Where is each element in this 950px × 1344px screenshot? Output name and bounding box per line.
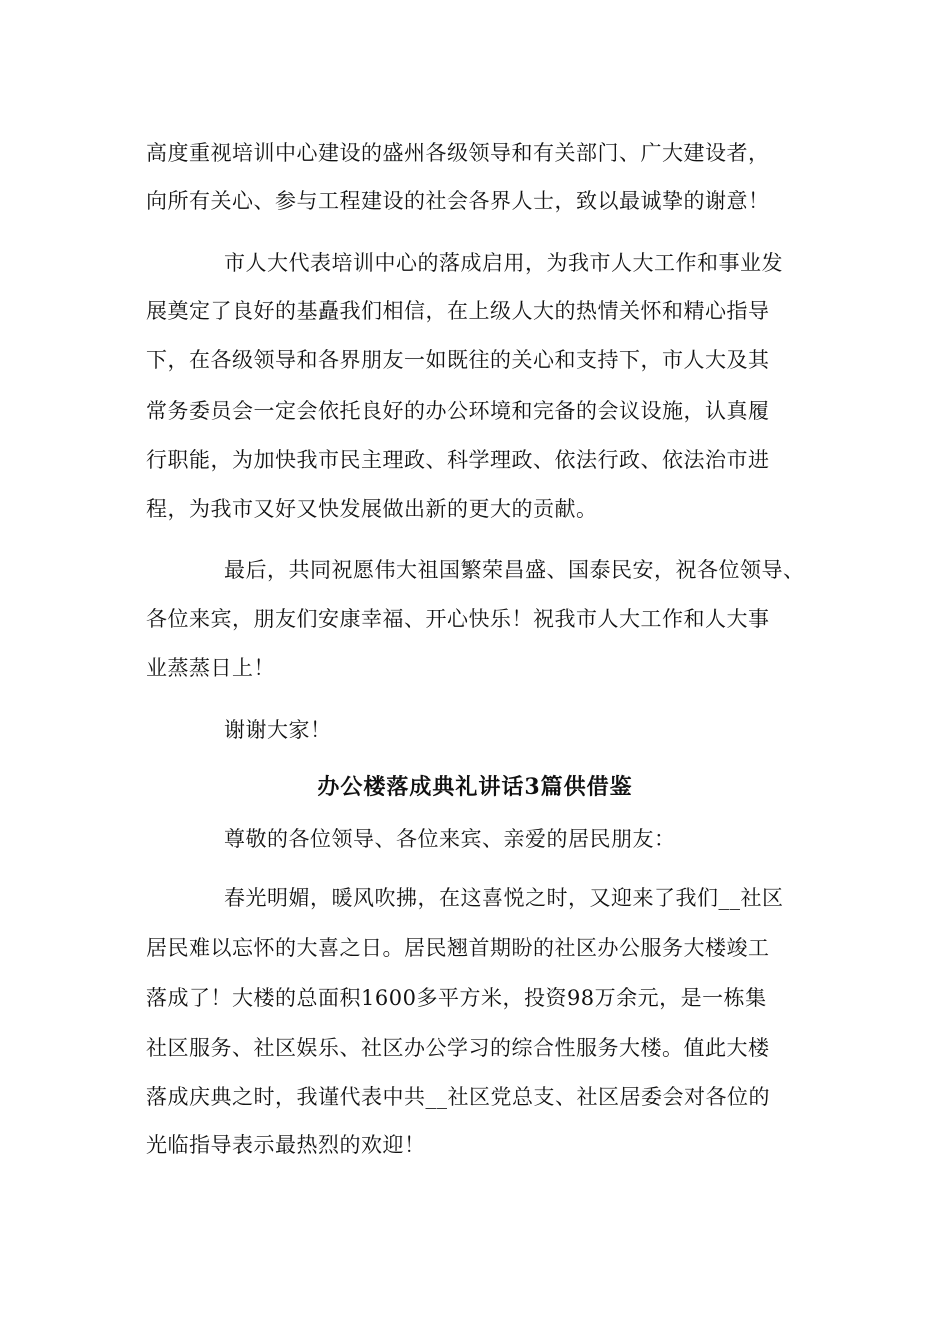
paragraph-line: 各位来宾，朋友们安康幸福、开心快乐！祝我市人大工作和人大事 bbox=[146, 607, 770, 631]
paragraph-line: 居民难以忘怀的大喜之日。居民翘首期盼的社区办公服务大楼竣工 bbox=[146, 936, 770, 960]
paragraph-line: 业蒸蒸日上！ bbox=[146, 656, 275, 680]
paragraph-line: 下，在各级领导和各界朋友一如既往的关心和支持下，市人大及其 bbox=[146, 348, 770, 372]
paragraph-line: 光临指导表示最热烈的欢迎！ bbox=[146, 1133, 426, 1157]
paragraph-line: 尊敬的各位领导、各位来宾、亲爱的居民朋友： bbox=[224, 827, 676, 851]
paragraph-line: 最后，共同祝愿伟大祖国繁荣昌盛、国泰民安，祝各位领导、 bbox=[224, 558, 805, 582]
paragraph-line: 落成了！大楼的总面积1600多平方米，投资98万余元，是一栋集 bbox=[146, 986, 767, 1010]
paragraph-line: 高度重视培训中心建设的盛州各级领导和有关部门、广大建设者， bbox=[146, 141, 770, 165]
paragraph-line: 展奠定了良好的基矗我们相信，在上级人大的热情关怀和精心指导 bbox=[146, 299, 770, 323]
paragraph-line: 春光明媚，暖风吹拂，在这喜悦之时，又迎来了我们__社区 bbox=[224, 886, 784, 910]
paragraph-line: 行职能，为加快我市民主理政、科学理政、依法行政、依法治市进 bbox=[146, 448, 770, 472]
paragraph-line: 谢谢大家！ bbox=[224, 718, 332, 742]
paragraph-line: 常务委员会一定会依托良好的办公环境和完备的会议设施，认真履 bbox=[146, 399, 770, 423]
paragraph-line: 落成庆典之时，我谨代表中共__社区党总支、社区居委会对各位的 bbox=[146, 1085, 770, 1109]
paragraph-line: 社区服务、社区娱乐、社区办公学习的综合性服务大楼。值此大楼 bbox=[146, 1036, 770, 1060]
section-title: 办公楼落成典礼讲话3篇供借鉴 bbox=[317, 774, 633, 800]
paragraph-line: 程，为我市又好又快发展做出新的更大的贡献。 bbox=[146, 497, 598, 521]
paragraph-line: 向所有关心、参与工程建设的社会各界人士，致以最诚挚的谢意！ bbox=[146, 189, 770, 213]
paragraph-line: 市人大代表培训中心的落成启用，为我市人大工作和事业发 bbox=[224, 251, 783, 275]
